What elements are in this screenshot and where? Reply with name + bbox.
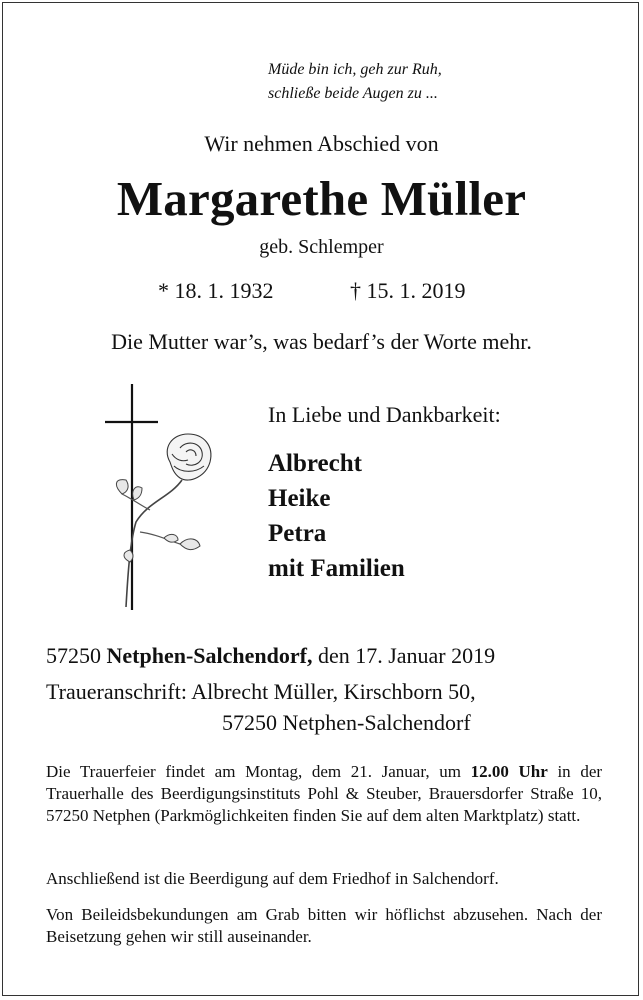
place-town: Netphen-Salchendorf, bbox=[106, 643, 313, 668]
mourning-address-line-2: 57250 Netphen-Salchendorf bbox=[222, 710, 471, 735]
mourner-name: Heike bbox=[268, 485, 331, 512]
motto bbox=[268, 58, 442, 106]
birth-date: * 18. 1. 1932 bbox=[158, 278, 274, 303]
maiden-name: geb. Schlemper bbox=[259, 236, 384, 258]
funeral-service-paragraph bbox=[46, 761, 602, 827]
cross-and-rose-icon bbox=[100, 382, 230, 612]
deceased-name: Margarethe Müller bbox=[116, 171, 527, 226]
mourners-list bbox=[268, 446, 405, 586]
mourner-name: Albrecht bbox=[268, 450, 362, 477]
notice-date: den 17. Januar 2019 bbox=[317, 643, 496, 668]
death-date: † 15. 1. 2019 bbox=[350, 278, 466, 303]
motto-line-2: schließe beide Augen zu ... bbox=[268, 85, 438, 102]
condolence-paragraph: Von Beileidsbekundungen am Grab bitten wir höflichst abzusehen. Nach der Beisetzung gehen wir still auseinander. bbox=[46, 905, 602, 946]
burial-paragraph: Anschließend ist die Beerdigung auf dem Friedhof in Salchendorf. bbox=[46, 869, 499, 888]
motto-line-1: Müde bin ich, geh zur Ruh, bbox=[268, 61, 442, 78]
funeral-service-time: 12.00 Uhr bbox=[470, 762, 548, 781]
mourner-name: Petra bbox=[268, 520, 327, 547]
funeral-service-location: in der Trauerhalle des Beerdigungsinstituts Pohl & Steuber, Brauersdorfer Straße 10, 57250 Netphen (Parkmöglichkeiten finden Sie auf dem alten Marktplatz) statt. bbox=[46, 762, 603, 825]
mourning-address-line-1: Traueranschrift: Albrecht Müller, Kirschborn 50, bbox=[46, 679, 476, 704]
farewell-intro: Wir nehmen Abschied von bbox=[204, 131, 439, 156]
place-and-date bbox=[46, 643, 495, 669]
place-zip: 57250 bbox=[46, 643, 101, 668]
funeral-service-text: Die Trauerfeier findet am Montag, dem 21. Januar, um bbox=[46, 762, 461, 781]
mourner-name: mit Familien bbox=[268, 555, 405, 582]
mourners-intro: In Liebe und Dankbarkeit: bbox=[268, 402, 501, 427]
verse: Die Mutter war’s, was bedarf’s der Worte mehr. bbox=[111, 329, 532, 354]
